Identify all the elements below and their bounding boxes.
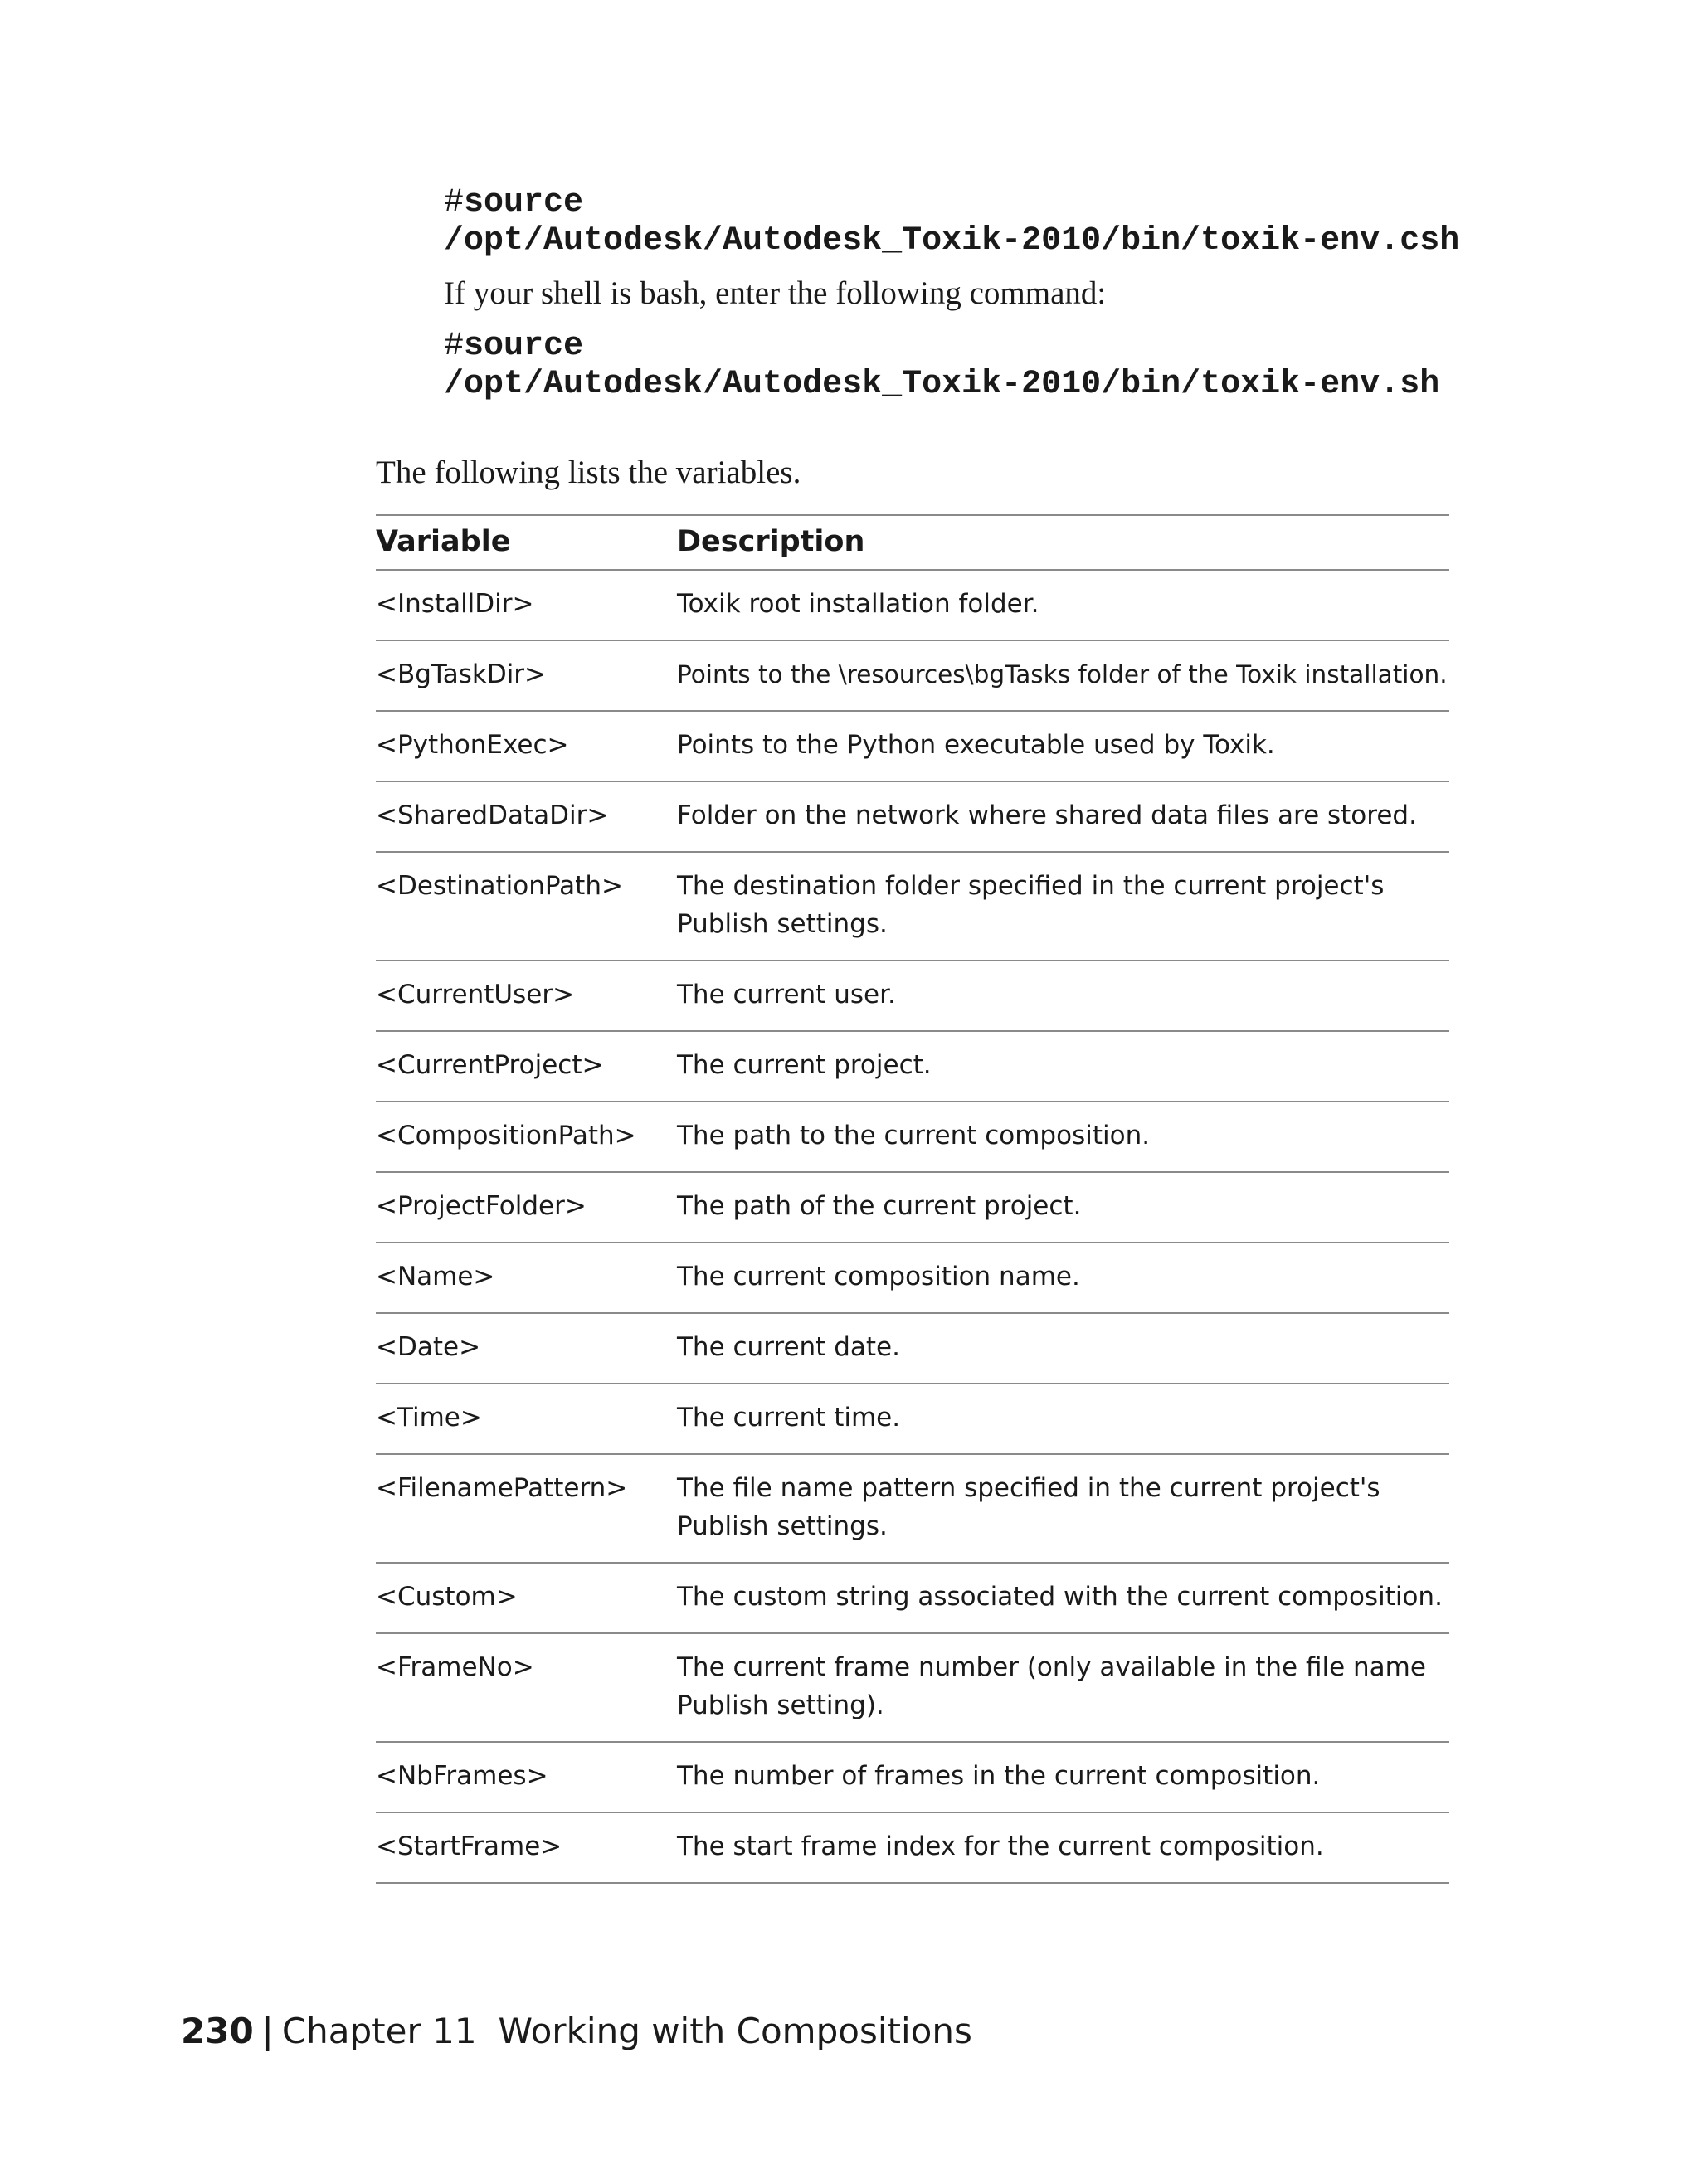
description-cell: The current time. [677, 1384, 1449, 1454]
description-cell: The path of the current project. [677, 1172, 1449, 1243]
description-cell: The current user. [677, 961, 1449, 1031]
variable-cell: <SharedDataDir> [376, 781, 677, 852]
table-row [376, 1812, 1449, 1883]
variable-cell: <CurrentUser> [376, 961, 677, 1031]
variable-cell: <PythonExec> [376, 711, 677, 781]
description-cell: The current frame number (only available in the file name Publish setting). [677, 1633, 1449, 1742]
table-body [376, 570, 1449, 1883]
description-cell: The current date. [677, 1313, 1449, 1384]
description-cell: Points to the \resources\bgTasks folder of the Toxik installation. [677, 640, 1449, 711]
table-row [376, 1742, 1449, 1812]
table-row [376, 1633, 1449, 1742]
variable-cell: <DestinationPath> [376, 852, 677, 961]
variable-cell: <ProjectFolder> [376, 1172, 677, 1243]
description-cell: Points to the Python executable used by Toxik. [677, 711, 1449, 781]
description-cell: The current project. [677, 1031, 1449, 1102]
table-row [376, 852, 1449, 961]
footer-separator: | [261, 2011, 274, 2051]
variable-cell: <BgTaskDir> [376, 640, 677, 711]
variable-cell: <NbFrames> [376, 1742, 677, 1812]
code-path: /opt/Autodesk/Autodesk_Toxik-2010/bin/toxik-env.sh [444, 366, 1440, 403]
code-line [444, 184, 1459, 222]
table-row [376, 1454, 1449, 1563]
variable-cell: <FrameNo> [376, 1633, 677, 1742]
description-cell: The file name pattern specified in the current project's Publish settings. [677, 1454, 1449, 1563]
description-cell: Toxik root installation folder. [677, 570, 1449, 640]
table-row [376, 1031, 1449, 1102]
variable-cell: <InstallDir> [376, 570, 677, 640]
variable-cell: <FilenamePattern> [376, 1454, 677, 1563]
variable-cell: <CurrentProject> [376, 1031, 677, 1102]
variable-cell: <Custom> [376, 1563, 677, 1633]
variable-cell: <Time> [376, 1384, 677, 1454]
description-cell: The destination folder specified in the current project's Publish settings. [677, 852, 1449, 961]
variable-cell: <CompositionPath> [376, 1102, 677, 1172]
code-command: source [464, 328, 584, 365]
table-row [376, 1102, 1449, 1172]
table-row [376, 1243, 1449, 1313]
page-footer [181, 2011, 972, 2051]
code-prompt: # [444, 184, 465, 221]
description-cell: The number of frames in the current composition. [677, 1742, 1449, 1812]
header-description: Description [677, 515, 1449, 570]
description-cell: The current composition name. [677, 1243, 1449, 1313]
code-line [444, 328, 1439, 366]
variable-cell: <Name> [376, 1243, 677, 1313]
variable-cell: <StartFrame> [376, 1812, 677, 1883]
code-block-csh [444, 184, 1459, 260]
intro-paragraph: The following lists the variables. [376, 455, 801, 490]
description-cell: The custom string associated with the current composition. [677, 1563, 1449, 1633]
code-path: /opt/Autodesk/Autodesk_Toxik-2010/bin/toxik-env.csh [444, 222, 1460, 260]
description-cell: The path to the current composition. [677, 1102, 1449, 1172]
table-row [376, 1384, 1449, 1454]
description-cell: The start frame index for the current composition. [677, 1812, 1449, 1883]
page-number: 230 [181, 2011, 254, 2051]
variables-table [376, 514, 1449, 1884]
description-cell: Folder on the network where shared data files are stored. [677, 781, 1449, 852]
shell-note: If your shell is bash, enter the following command: [444, 275, 1107, 311]
variable-cell: <Date> [376, 1313, 677, 1384]
table-row [376, 1563, 1449, 1633]
table-row [376, 781, 1449, 852]
table-row [376, 961, 1449, 1031]
chapter-label: Chapter 11 [281, 2011, 477, 2051]
chapter-title: Working with Compositions [498, 2011, 972, 2051]
header-variable: Variable [376, 515, 677, 570]
code-prompt: # [444, 328, 465, 365]
code-command: source [464, 184, 584, 221]
table-row [376, 640, 1449, 711]
table-row [376, 711, 1449, 781]
table-header-row [376, 515, 1449, 570]
table-row [376, 1172, 1449, 1243]
code-block-sh [444, 328, 1439, 404]
table-row [376, 1313, 1449, 1384]
table-row [376, 570, 1449, 640]
